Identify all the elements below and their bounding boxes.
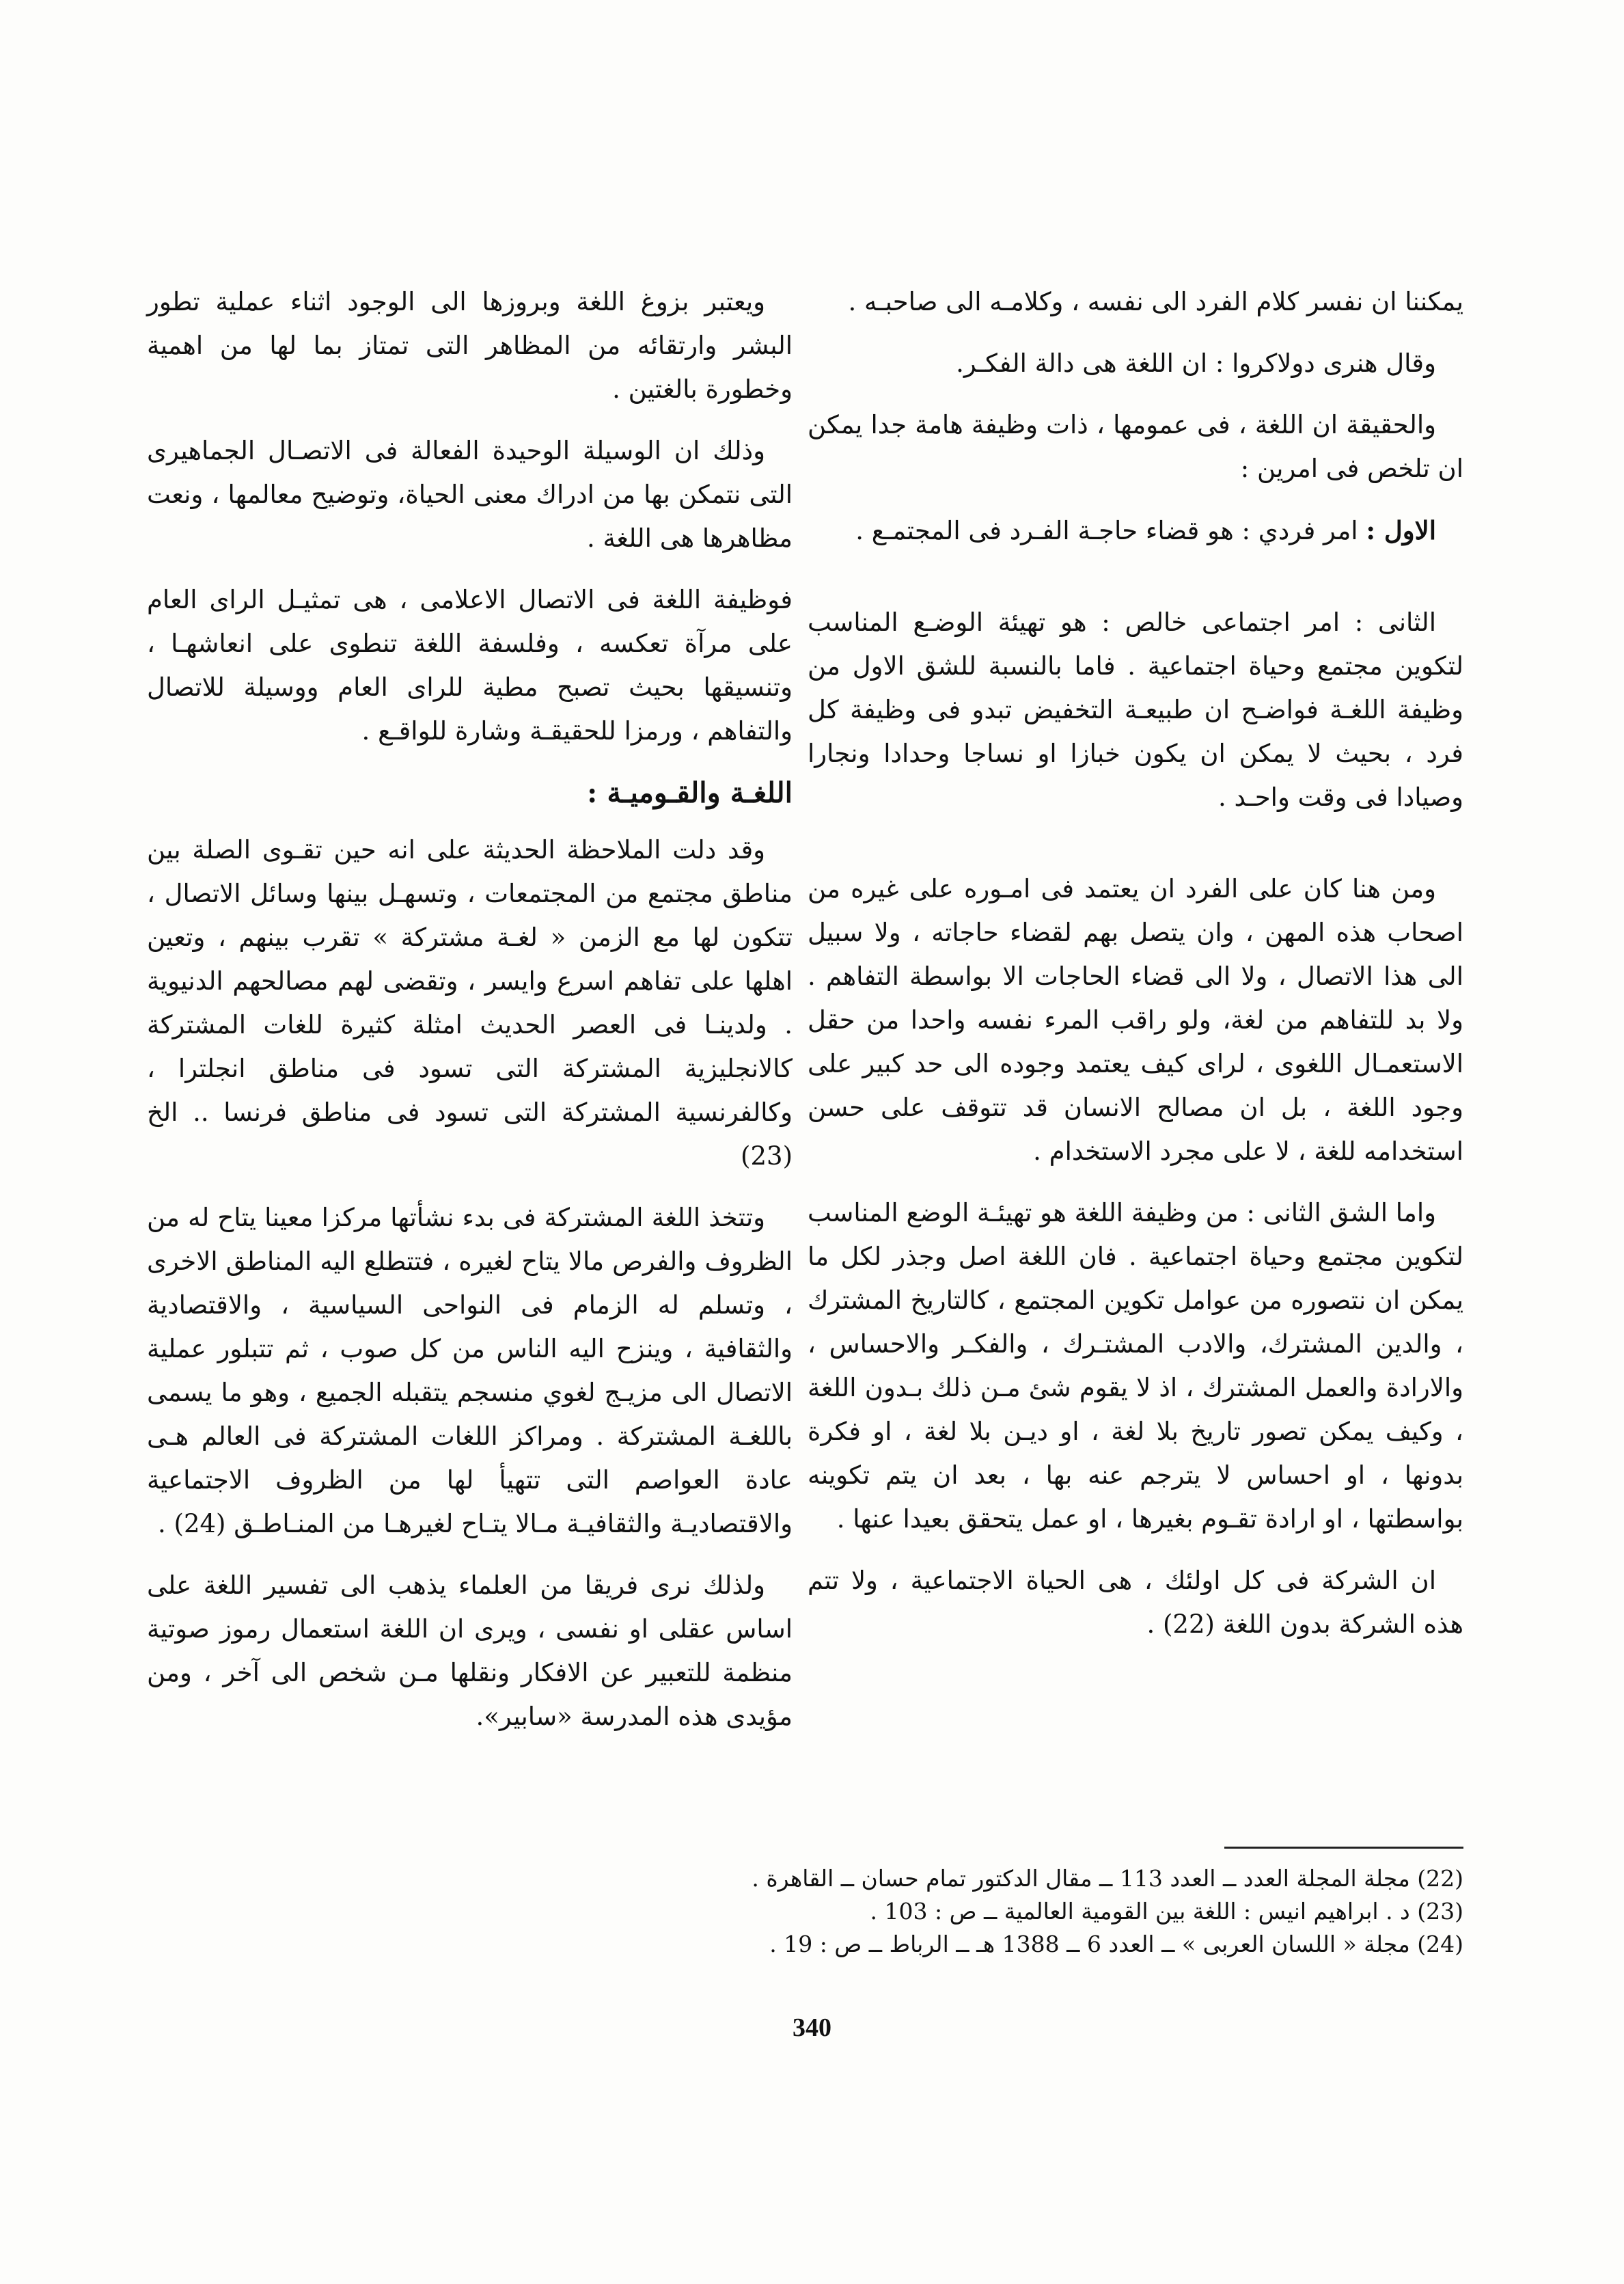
paragraph xyxy=(808,508,1463,553)
paragraph: ويعتبر بزوغ اللغة وبروزها الى الوجود اثناء عملية تطور البشر وارتقائه من المظاهر التى تمتاز بما لها من اهمية وخطورة بالغتين . xyxy=(147,287,793,404)
paragraph-text: امر فردي : هو قضاء حاجـة الفـرد فى المجتمـع . xyxy=(855,516,1358,545)
paragraph: وقال هنرى دولاكروا : ان اللغة هى دالة الفكـر. xyxy=(956,349,1436,378)
paragraph: وقد دلت الملاحظة الحديثة على انه حين تقـوى الصلة بين مناطق مجتمع من المجتمعات ، وتسهـل بينها وسائل الاتصال ، تتكون لها مع الزمن « لغـة مشتركة » تقرب بينهم ، وتعين اهلها على تفاهم اسرع وايسر ، وتقضى لهم مصالحهم الدنيوية . ولدينـا فى العصر الحديث امثلة كثيرة للغات المشتركة كالانجليزية المشتركة التى تسود فى مناطق انجلترا ، وكالفرنسية المشتركة التى تسود فى مناطق فرنسا .. الخ (23) xyxy=(147,835,793,1171)
right-column xyxy=(808,280,1463,1664)
footnote: (24) مجلة « اللسان العربى » ــ العدد 6 ــ 1388 هـ ــ الرباط ــ ص : 19 . xyxy=(769,1931,1463,1957)
footnote: (22) مجلة المجلة العدد ــ العدد 113 ــ مقال الدكتور تمام حسان ــ القاهرة . xyxy=(752,1865,1463,1892)
lead-label: الاول : xyxy=(1366,515,1436,545)
paragraph: الثانى : امر اجتماعى خالص : هو تهيئة الوضـع المناسب لتكوين مجتمع وحياة اجتماعية . فاما بالنسبة للشق الاول من وظيفة اللغـة فواضـح ان طبيعـة التخفيض تبدو فى وظيفة كل فرد ، بحيث لا يمكن ان يكون خبازا او نساجا وحدادا ونجارا وصيادا فى وقت واحـد . xyxy=(808,608,1463,812)
footnotes xyxy=(439,1862,1463,1961)
page-number: 340 xyxy=(793,2013,831,2042)
footnote-divider xyxy=(1224,1847,1463,1849)
paragraph: يمكننا ان نفسر كلام الفرد الى نفسه ، وكلامـه الى صاحبـه . xyxy=(848,287,1463,316)
paragraph: والحقيقة ان اللغة ، فى عمومها ، ذات وظيفة هامة جدا يمكن ان تلخص فى امرين : xyxy=(808,410,1463,483)
section-heading: اللغـة والقـوميـة : xyxy=(587,776,793,809)
paragraph: ولذلك نرى فريقا من العلماء يذهب الى تفسير اللغة على اساس عقلى او نفسى ، ويرى ان اللغة استعمال رموز صوتية منظمة للتعبير عن الافكار ونقلها مـن شخص الى آخر ، ومن مؤيدى هذه المدرسة «سابير». xyxy=(147,1571,793,1731)
paragraph: واما الشق الثانى : من وظيفة اللغة هو تهيئـة الوضع المناسب لتكوين مجتمع وحياة اجتماعية . فان اللغة اصل وجذر لكل ما يمكن ان نتصوره من عوامل تكوين المجتمع ، كالتاريخ المشترك ، والدين المشترك، والادب المشتـرك ، والفكـر والاحساس ، والارادة والعمل المشترك ، اذ لا يقوم شئ مـن ذلك بـدون اللغة ، وكيف يمكن تصور تاريخ بلا لغة ، او ديـن بلا لغة ، او فكرة بدونها ، او احساس لا يترجم عنه بها ، بعد ان يتم تكوينه بواسطتها ، او ارادة تقـوم بغيرها ، او عمل يتحقق بعيدا عنها . xyxy=(808,1198,1463,1534)
paragraph: وذلك ان الوسيلة الوحيدة الفعالة فى الاتصـال الجماهيرى التى نتمكن بها من ادراك معنى الحياة، وتوضيح معالمها ، ونعت مظاهرها هى اللغة . xyxy=(147,436,793,553)
paragraph: فوظيفة اللغة فى الاتصال الاعلامى ، هى تمثيـل الراى العام على مرآة تعكسه ، وفلسفة اللغة تنطوى على انعاشهـا ، وتنسيقها بحيث تصبح مطية للراى العام ووسيلة للاتصال والتفاهم ، ورمزا للحقيقـة وشارة للواقـع . xyxy=(147,585,793,746)
footnote: (23) د . ابراهيم انيس : اللغة بين القومية العالمية ــ ص : 103 . xyxy=(870,1898,1463,1925)
left-column xyxy=(147,280,793,1756)
paragraph: ومن هنا كان على الفرد ان يعتمد فى امـوره على غيره من اصحاب هذه المهن ، وان يتصل بهم لقضاء حاجاته ، ولا سبيل الى هذا الاتصال ، ولا الى قضاء الحاجات الا بواسطة التفاهم . ولا بد للتفاهم من لغة، ولو راقب المرء نفسه واحدا من حقل الاستعمـال اللغوى ، لراى كيف يعتمد وجوده الى حد كبير على وجود اللغة ، بل ان مصالح الانسان قد تتوقف على حسن استخدامه للغة ، لا على مجرد الاستخدام . xyxy=(808,874,1463,1166)
paragraph: ان الشركة فى كل اولئك ، هى الحياة الاجتماعية ، ولا تتم هذه الشركة بدون اللغة (22) . xyxy=(808,1566,1463,1639)
paragraph: وتتخذ اللغة المشتركة فى بدء نشأتها مركزا معينا يتاح له من الظروف والفرص مالا يتاح لغيره ، فتتطلع اليه المناطق الاخرى ، وتسلم له الزمام فى النواحى السياسية ، والاقتصادية والثقافية ، وينزح اليه الناس من كل صوب ، ثم تتبلور عملية الاتصال الى مزيـج لغوي منسجم يتقبله الجميع ، وهو ما يسمى باللغـة المشتركة . ومراكز اللغات المشتركة فى العالم هـى عادة العواصم التى تتهيأ لها من الظروف الاجتماعية والاقتصاديـة والثقافيـة مـالا يتـاح لغيرهـا من المنـاطـق (24) . xyxy=(147,1203,793,1538)
